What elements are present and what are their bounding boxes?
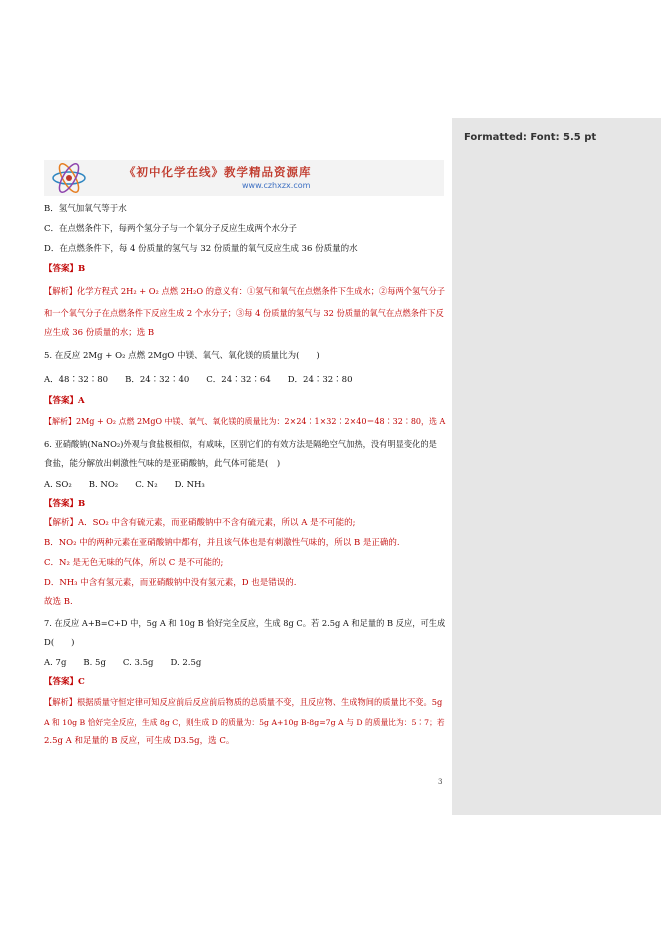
banner-title: 《初中化学在线》教学精品资源库	[124, 165, 312, 179]
question-line: 食盐，能分解放出刺激性气味的是亚硝酸钠，此气体可能是( )	[44, 459, 281, 469]
option-line: A. 7g B. 5g C. 3.5g D. 2.5g	[44, 658, 202, 668]
explanation-line: A 和 10g B 恰好完全反应，生成 8g C，则生成 D 的质量为：5g A+10g B-8g=7g A 与 D 的质量比为：5∶7；若	[44, 718, 445, 727]
explanation-line: 【解析】根据质量守恒定律可知反应前后反应前后物质的总质量不变，且反应物、生成物间的质量比不变。5g	[44, 697, 443, 707]
page-number: 3	[438, 778, 443, 786]
banner-url: www.czhxzx.com	[242, 181, 311, 190]
explanation-line: D．NH₃ 中含有氢元素，而亚硝酸钠中没有氢元素，D 也是错误的.	[44, 578, 297, 588]
explanation-line: C．N₂ 是无色无味的气体，所以 C 是不可能的;	[44, 558, 224, 568]
comment-pane	[452, 118, 661, 815]
explanation-line: 2.5g A 和足量的 B 反应，可生成 D3.5g，选 C。	[44, 736, 235, 746]
answer-line: 【答案】B	[44, 499, 86, 509]
explanation-line: B．NO₂ 中的两种元素在亚硝酸钠中都有，并且该气体也是有刺激性气味的，所以 B 是正确的.	[44, 538, 400, 548]
option-line: D．在点燃条件下，每 4 份质量的氢气与 32 份质量的氧气反应生成 36 份质量的水	[44, 244, 358, 254]
question-line: D( )	[44, 638, 75, 648]
explanation-line: 【解析】化学方程式 2H₂ + O₂ 点燃 2H₂O 的意义有：①氢气和氧气在点燃条件下生成水；②每两个氢气分子	[44, 286, 445, 296]
header-banner	[44, 160, 444, 196]
answer-line: 【答案】A	[44, 396, 85, 406]
option-line: A. SO₂ B. NO₂ C. N₂ D. NH₃	[44, 480, 205, 490]
explanation-line: 【解析】A．SO₂ 中含有硫元素，而亚硝酸钠中不含有硫元素，所以 A 是不可能的;	[44, 518, 356, 528]
option-line: A．48∶32∶80 B．24∶32∶40 C．24∶32∶64 D．24∶32∶80	[44, 375, 353, 385]
answer-line: 【答案】C	[44, 677, 85, 687]
explanation-line: 故选 B.	[44, 597, 73, 607]
answer-line: 【答案】B	[44, 264, 86, 274]
option-line: B．氢气加氧气等于水	[44, 204, 127, 214]
atom-logo-icon	[50, 163, 88, 193]
option-line: C．在点燃条件下，每两个氢分子与一个氧分子反应生成两个水分子	[44, 224, 298, 234]
explanation-line: 【解析】2Mg + O₂ 点燃 2MgO 中镁、氧气、氧化镁的质量比为：2×24∶1×32∶2×40＝48∶32∶80，选 A	[44, 417, 446, 426]
question-line: 6. 亚硝酸钠(NaNO₂)外观与食盐极相似，有咸味，区别它们的有效方法是隔绝空气加热，没有明显变化的是	[44, 439, 437, 449]
explanation-line: 应生成 36 份质量的水；选 B	[44, 328, 155, 338]
format-comment[interactable]: Formatted: Font: 5.5 pt	[464, 132, 597, 143]
question-line: 5. 在反应 2Mg + O₂ 点燃 2MgO 中镁、氧气、氧化镁的质量比为( )	[44, 351, 320, 361]
question-line: 7. 在反应 A+B=C+D 中，5g A 和 10g B 恰好完全反应，生成 8g C。若 2.5g A 和足量的 B 反应，可生成	[44, 618, 446, 628]
explanation-line: 和一个氧气分子在点燃条件下反应生成 2 个水分子；③每 4 份质量的氢气与 32 份质量的氧气在点燃条件下反	[44, 308, 444, 318]
